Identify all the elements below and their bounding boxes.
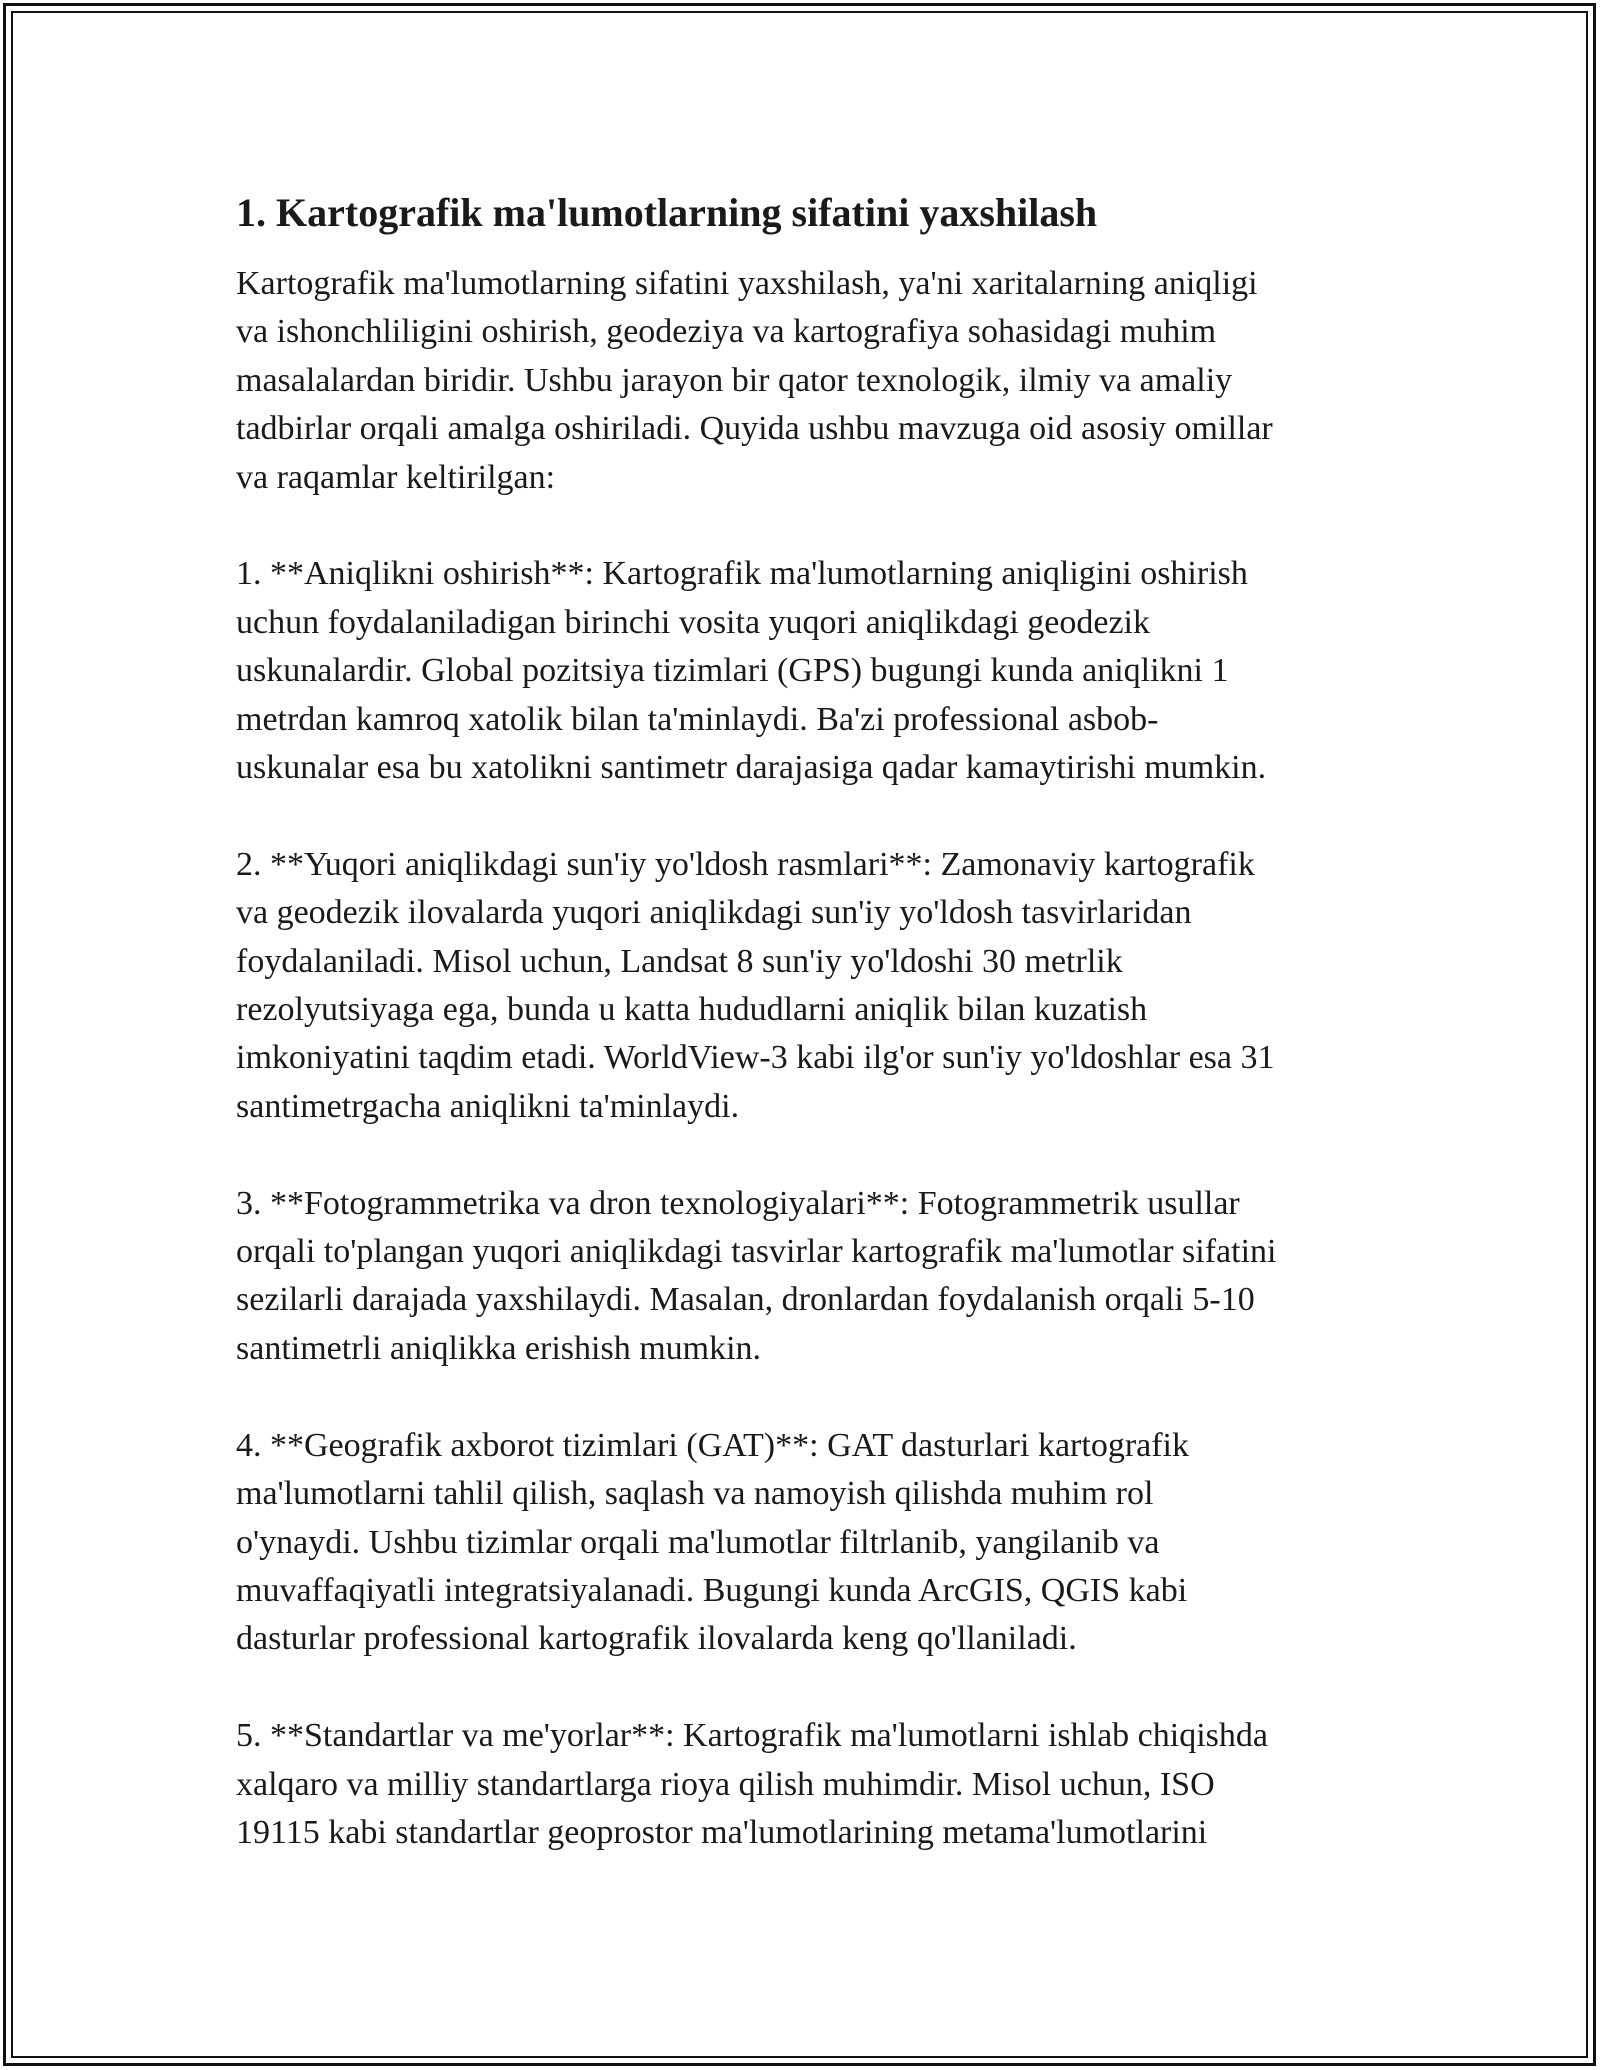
intro-paragraph: Kartografik ma'lumotlarning sifatini yaxshilash, ya'ni xaritalarning aniqligi va ishonchliligini oshirish, geodeziya va kartografiya sohasidagi muhim masalalardan biridir. Ushbu jarayon bir qator texnologik, ilmiy va amaliy tadbirlar orqali amalga oshiriladi. Quyida ushbu mavzuga oid asosiy omillar va raqamlar keltirilgan: [236, 265, 1273, 496]
paragraph-gis: 4. **Geografik axborot tizimlari (GAT)**: GAT dasturlari kartografik ma'lumotlarni tahlil qilish, saqlash va namoyish qilishda muhim rol o'ynaydi. Ushbu tizimlar orqali ma'lumotlar filtrlanib, yangilanib va muvaffaqiyatli integratsiyalanadi. Bugungi kunda ArcGIS, QGIS kabi dasturlar professional kartografik ilovalarda keng qo'llaniladi. [236, 1426, 1189, 1658]
document-title: 1. Kartografik ma'lumotlarning sifatini yaxshilash [236, 190, 1098, 235]
paragraph-accuracy: 1. **Aniqlikni oshirish**: Kartografik ma'lumotlarning aniqligini oshirish uchun foydalaniladigan birinchi vosita yuqori aniqlikdagi geodezik uskunalardir. Global pozitsiya tizimlari (GPS) bugungi kunda aniqlikni 1 metrdan kamroq xatolik bilan ta'minlaydi. Ba'zi professional asbob- uskunalar esa bu xatolikni santimetr darajasiga qadar kamaytirishi mumkin. [236, 555, 1267, 787]
paragraph-photogrammetry: 3. **Fotogrammetrika va dron texnologiyalari**: Fotogrammetrik usullar orqali to'plangan yuqori aniqlikdagi tasvirlar kartografik ma'lumotlar sifatini sezilarli darajada yaxshilaydi. Masalan, dronlardan foydalanish orqali 5-10 santimetrli aniqlikka erishish mumkin. [236, 1184, 1277, 1367]
paragraph-satellite-imagery: 2. **Yuqori aniqlikdagi sun'iy yo'ldosh rasmlari**: Zamonaviy kartografik va geodezik ilovalarda yuqori aniqlikdagi sun'iy yo'ldosh tasvirlaridan foydalaniladi. Misol uchun, Landsat 8 sun'iy yo'ldoshi 30 metrlik rezolyutsiyaga ega, bunda u katta hududlarni aniqlik bilan kuzatish imkoniyatini taqdim etadi. WorldView-3 kabi ilg'or sun'iy yo'ldoshlar esa 31 santimetrgacha aniqlikni ta'minlaydi. [236, 845, 1275, 1125]
paragraph-standards: 5. **Standartlar va me'yorlar**: Kartografik ma'lumotlarni ishlab chiqishda xalqaro va milliy standartlarga rioya qilish muhimdir. Misol uchun, ISO 19115 kabi standartlar geoprostor ma'lumotlarining metama'lumotlarini [236, 1717, 1268, 1851]
document-body [236, 186, 1366, 1906]
